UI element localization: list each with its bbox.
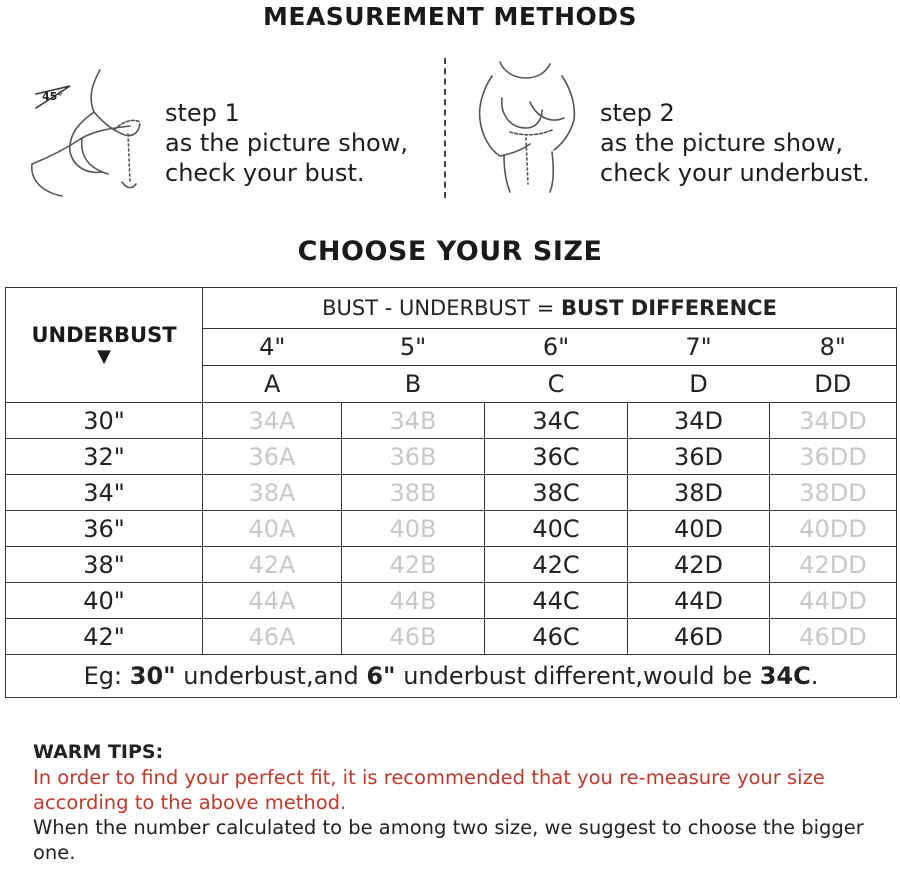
size-cell: 36A — [203, 439, 342, 475]
size-cell: 38B — [342, 475, 485, 511]
size-cell: 42D — [628, 547, 770, 583]
difference-cell: 7" — [628, 329, 770, 366]
formula-text: BUST - UNDERBUST = — [322, 296, 561, 320]
underbust-cell: 34" — [6, 475, 203, 511]
size-cell: 42B — [342, 547, 485, 583]
underbust-cell: 42" — [6, 619, 203, 655]
size-cell: 36DD — [770, 439, 897, 475]
size-cell: 34D — [628, 403, 770, 439]
example-bold: 34C — [759, 662, 811, 690]
choose-size-title: CHOOSE YOUR SIZE — [297, 236, 603, 267]
difference-cell: 4" — [203, 329, 342, 366]
step-1-line2: check your bust. — [165, 159, 365, 187]
size-cell: 40DD — [770, 511, 897, 547]
size-cell: 40C — [485, 511, 628, 547]
size-cell: 42C — [485, 547, 628, 583]
example-part: underbust different,would be — [395, 662, 760, 690]
size-cell: 46DD — [770, 619, 897, 655]
size-cell: 44B — [342, 583, 485, 619]
step-divider — [444, 58, 446, 198]
size-cell: 40D — [628, 511, 770, 547]
cup-cell: D — [628, 366, 770, 403]
step-2-text — [600, 98, 870, 188]
warm-tips — [33, 740, 873, 865]
example-row — [6, 655, 897, 698]
size-cell: 38D — [628, 475, 770, 511]
step-1-label: step 1 — [165, 99, 240, 127]
underbust-label: UNDERBUST — [31, 323, 177, 347]
cup-cell: A — [203, 366, 342, 403]
difference-cell: 5" — [342, 329, 485, 366]
size-cell: 34B — [342, 403, 485, 439]
size-cell: 38C — [485, 475, 628, 511]
underbust-cell: 30" — [6, 403, 203, 439]
example-bold: 30" — [129, 662, 176, 690]
formula-row — [6, 288, 897, 329]
size-cell: 38A — [203, 475, 342, 511]
down-arrow-icon: ▼ — [97, 346, 111, 367]
size-cell: 40A — [203, 511, 342, 547]
size-cell: 44C — [485, 583, 628, 619]
underbust-cell: 36" — [6, 511, 203, 547]
size-cell: 34A — [203, 403, 342, 439]
step-2-line1: as the picture show, — [600, 129, 843, 157]
table-row — [6, 439, 897, 475]
measurement-methods-title: MEASUREMENT METHODS — [262, 2, 637, 31]
size-cell: 42A — [203, 547, 342, 583]
cup-cell: DD — [770, 366, 897, 403]
table-row — [6, 475, 897, 511]
underbust-cell: 40" — [6, 583, 203, 619]
size-cell: 34C — [485, 403, 628, 439]
size-cell: 44DD — [770, 583, 897, 619]
example-bold: 6" — [366, 662, 396, 690]
example-part: . — [810, 662, 819, 690]
table-row — [6, 619, 897, 655]
warm-tips-red-text: In order to find your perfect fit, it is recommended that you re-measure your size according to the above method. — [33, 766, 825, 814]
size-cell: 44A — [203, 583, 342, 619]
size-cell: 46D — [628, 619, 770, 655]
size-cell: 36D — [628, 439, 770, 475]
formula-result: BUST DIFFERENCE — [560, 296, 777, 320]
underbust-measure-illustration — [470, 58, 590, 198]
table-row — [6, 547, 897, 583]
warm-tips-heading: WARM TIPS: — [33, 741, 164, 763]
table-row — [6, 403, 897, 439]
example-part: Eg: — [83, 662, 130, 690]
cup-cell: C — [485, 366, 628, 403]
example-part: underbust,and — [175, 662, 367, 690]
step-2-label: step 2 — [600, 99, 675, 127]
warm-tips-black-text: When the number calculated to be among two size, we suggest to choose the bigger one. — [33, 816, 864, 864]
step-2-line2: check your underbust. — [600, 159, 870, 187]
size-cell: 46C — [485, 619, 628, 655]
cup-cell: B — [342, 366, 485, 403]
size-cell: 46B — [342, 619, 485, 655]
size-cell: 42DD — [770, 547, 897, 583]
size-cell: 44D — [628, 583, 770, 619]
table-row — [6, 511, 897, 547]
table-row — [6, 583, 897, 619]
step-1-line1: as the picture show, — [165, 129, 408, 157]
size-cell: 36C — [485, 439, 628, 475]
size-cell: 34DD — [770, 403, 897, 439]
difference-cell: 8" — [770, 329, 897, 366]
bust-measure-illustration — [22, 64, 152, 204]
angle-label: 45° — [42, 90, 63, 103]
underbust-header — [6, 288, 203, 403]
difference-cell: 6" — [485, 329, 628, 366]
example-text — [6, 655, 897, 698]
formula-header — [203, 288, 897, 329]
underbust-cell: 32" — [6, 439, 203, 475]
underbust-cell: 38" — [6, 547, 203, 583]
size-cell: 40B — [342, 511, 485, 547]
size-cell: 46A — [203, 619, 342, 655]
size-chart-table — [5, 287, 897, 698]
size-cell: 38DD — [770, 475, 897, 511]
size-cell: 36B — [342, 439, 485, 475]
step-1-text — [165, 98, 408, 188]
